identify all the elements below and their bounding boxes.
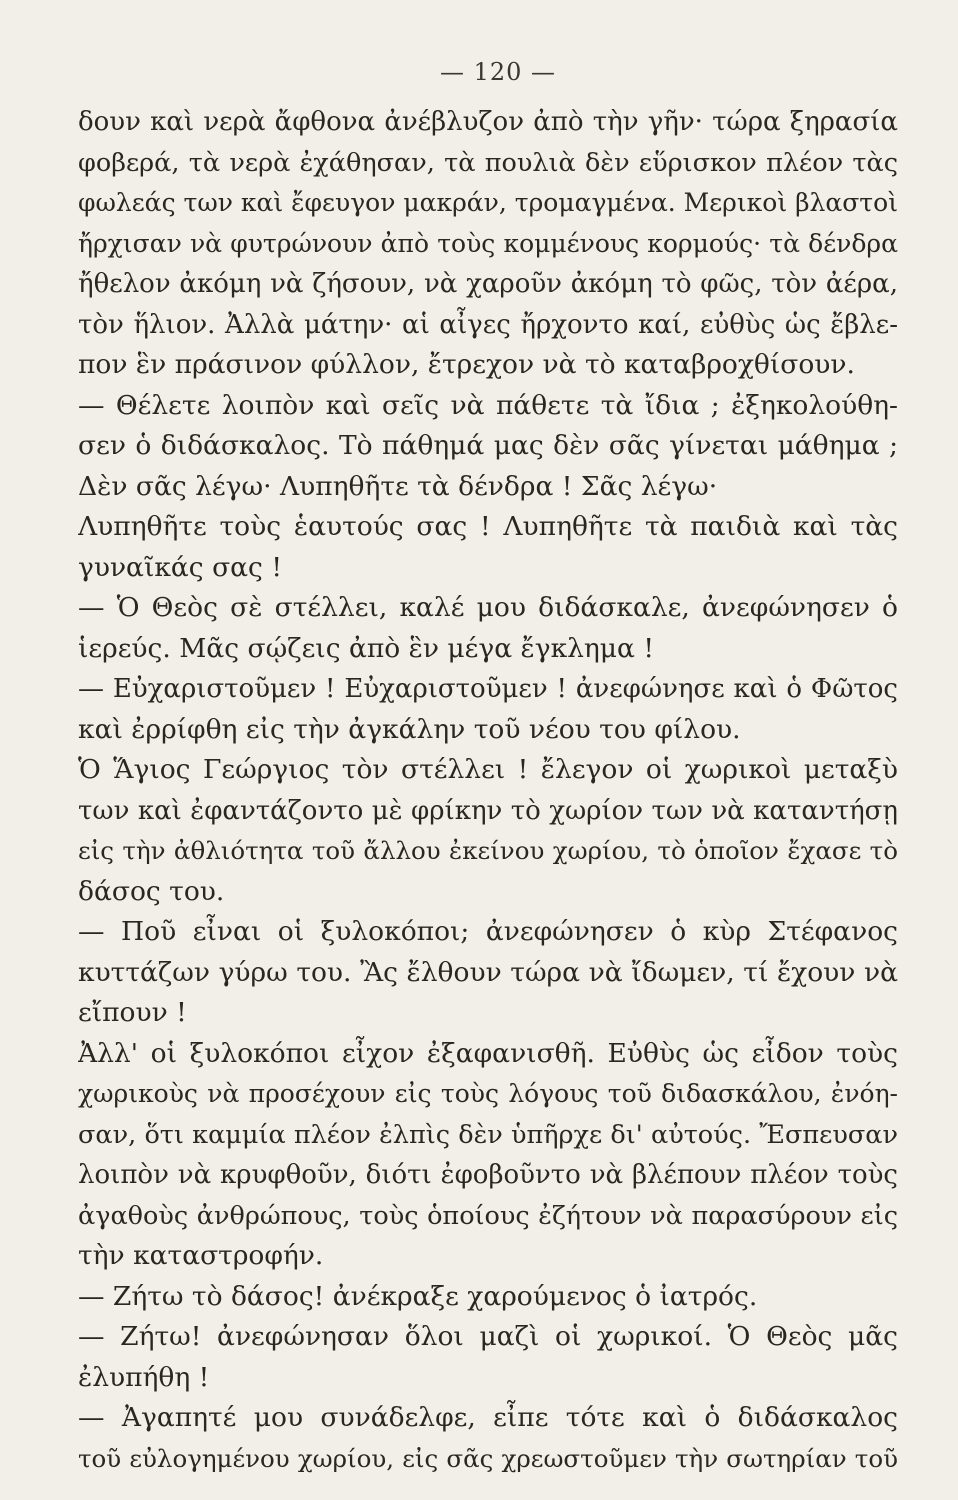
text-line: σεν ὁ διδάσκαλος. Τὸ πάθημά μας δὲν σᾶς γίνεται μάθημα ; — [78, 430, 898, 461]
text-line: δάσος του. — [78, 875, 225, 907]
text-line: ἱερεύς. Μᾶς σῴζεις ἀπὸ ἓν μέγα ἔγκλημα ! — [78, 632, 654, 664]
text-line: λοιπὸν νὰ κρυφθοῦν, διότι ἐφοβοῦντο νὰ βλέπουν πλέον τοὺς — [78, 1160, 898, 1190]
text-line: Δὲν σᾶς λέγω· Λυπηθῆτε τὰ δένδρα ! Σᾶς λέγω· — [78, 470, 718, 502]
text-line: ἀγαθοὺς ἀνθρώπους, τοὺς ὁποίους ἐζήτουν νὰ παρασύρουν εἰς — [78, 1200, 898, 1231]
text-line: Λυπηθῆτε τοὺς ἑαυτούς σας ! Λυπηθῆτε τὰ παιδιὰ καὶ τὰς — [78, 511, 898, 542]
text-line: τοῦ εὐλογημένου χωρίου, εἰς σᾶς χρεωστοῦμεν τὴν σωτηρίαν τοῦ — [78, 1443, 898, 1473]
text-line: — Εὐχαριστοῦμεν ! Εὐχαριστοῦμεν ! ἀνεφώνησε καὶ ὁ Φῶτος — [78, 674, 898, 704]
text-line: — Ποῦ εἶναι οἱ ξυλοκόποι; ἀνεφώνησεν ὁ κὺρ Στέφανος — [78, 916, 898, 947]
text-line: τὴν καταστροφήν. — [78, 1240, 324, 1271]
text-line: ἐλυπήθη ! — [78, 1361, 210, 1393]
text-line: σαν, ὅτι καμμία πλέον ἐλπὶς δὲν ὑπῆρχε δι' αὐτούς. Ἔσπευσαν — [78, 1119, 898, 1150]
text-line: ἤρχισαν νὰ φυτρώνουν ἀπὸ τοὺς κομμένους κορμούς· τὰ δένδρα — [78, 228, 898, 258]
text-line: των καὶ ἐφαντάζοντο μὲ φρίκην τὸ χωρίον των νὰ καταντήσῃ — [78, 795, 898, 826]
text-line: — Ὁ Θεὸς σὲ στέλλει, καλέ μου διδάσκαλε, ἀνεφώνησεν ὁ — [78, 592, 898, 623]
text-line: Ὁ Ἅγιος Γεώργιος τὸν στέλλει ! ἔλεγον οἱ χωρικοὶ μεταξὺ — [78, 754, 898, 785]
text-line: εἰς τὴν ἀθλιότητα τοῦ ἄλλου ἐκείνου χωρίου, τὸ ὁποῖον ἔχασε τὸ — [78, 836, 898, 865]
text-line: καὶ ἐρρίφθη εἰς τὴν ἀγκάλην τοῦ νέου του φίλου. — [78, 713, 741, 745]
text-line: κυττάζων γύρω του. Ἂς ἔλθουν τώρα νὰ ἴδωμεν, τί ἔχουν νὰ — [78, 956, 898, 988]
text-line: ἤθελον ἀκόμη νὰ ζήσουν, νὰ χαροῦν ἀκόμη τὸ φῶς, τὸν ἀέρα, — [78, 269, 898, 299]
text-line: εἴπουν ! — [78, 997, 187, 1028]
text-line: — Ζήτω! ἀνεφώνησαν ὅλοι μαζὶ οἱ χωρικοί. Ὁ Θεὸς μᾶς — [78, 1321, 898, 1352]
text-line: Ἀλλ' οἱ ξυλοκόποι εἶχον ἐξαφανισθῆ. Εὐθὺς ὡς εἶδον τοὺς — [78, 1037, 898, 1069]
page-number: — 120 — — [439, 58, 557, 86]
text-line: πον ἓν πράσινον φύλλον, ἔτρεχον νὰ τὸ καταβροχθίσουν. — [78, 349, 855, 380]
body-text — [78, 102, 898, 1479]
text-line: — Ἀγαπητέ μου συνάδελφε, εἶπε τότε καὶ ὁ διδάσκαλος — [78, 1402, 898, 1433]
text-line: χωρικοὺς νὰ προσέχουν εἰς τοὺς λόγους τοῦ διδασκάλου, ἐνόη- — [78, 1079, 898, 1108]
text-line: — Θέλετε λοιπὸν καὶ σεῖς νὰ πάθετε τὰ ἴδια ; ἐξηκολούθη- — [78, 389, 898, 421]
text-line: φωλεάς των καὶ ἔφευγον μακράν, τρομαγμένα. Μερικοὶ βλαστοὶ — [78, 188, 898, 217]
text-line: τὸν ἥλιον. Ἀλλὰ μάτην· αἱ αἶγες ἤρχοντο καί, εὐθὺς ὡς ἔβλε- — [78, 309, 898, 340]
text-line: φοβερά, τὰ νερὰ ἐχάθησαν, τὰ πουλιὰ δὲν εὕρισκον πλέον τὰς — [78, 147, 898, 178]
text-line: γυναῖκάς σας ! — [78, 551, 282, 583]
text-line: δουν καὶ νερὰ ἄφθονα ἀνέβλυζον ἀπὸ τὴν γῆν· τώρα ξηρασία — [78, 107, 898, 137]
text-line: — Ζήτω τὸ δάσος! ἀνέκραξε χαρούμενος ὁ ἰατρός. — [78, 1280, 758, 1312]
